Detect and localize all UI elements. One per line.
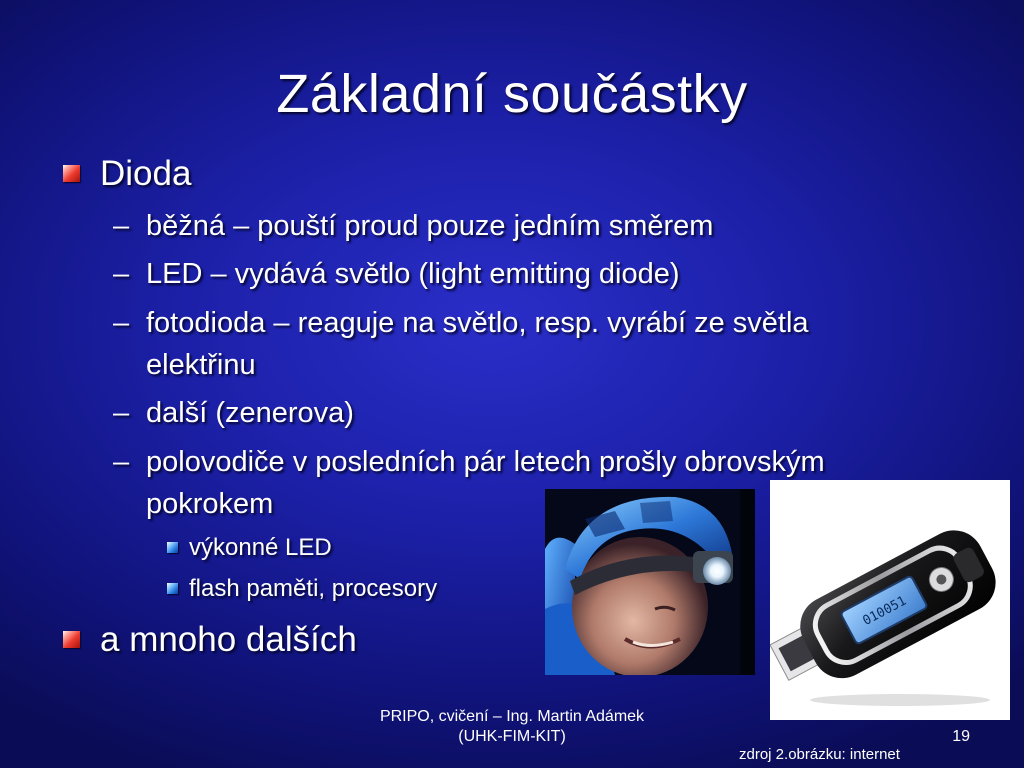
bullet-small-square-icon [167, 542, 178, 553]
bullet-dioda: Dioda [100, 154, 192, 193]
dash-marker: – [113, 210, 130, 242]
headlamp-photo [545, 489, 755, 675]
sub-bezna: běžná – pouští proud pouze jedním směrem [146, 210, 714, 242]
bullet-square-icon [63, 631, 80, 648]
dash-marker: – [113, 397, 130, 429]
sub-polovodice-line2: pokrokem [146, 488, 274, 520]
player-display-readout: 010051 [860, 593, 909, 629]
sub-fotodioda-line1: fotodioda – reaguje na světlo, resp. vyrábí ze světla [146, 307, 809, 339]
slide-title: Základní součástky [276, 64, 748, 124]
sub-fotodioda-line2: elektřinu [146, 349, 256, 381]
footer-author-line1: PRIPO, cvičení – Ing. Martin Adámek [379, 708, 645, 725]
flash-player-photo [770, 480, 1010, 720]
bullet-a-mnoho-dalsich: a mnoho dalších [100, 620, 357, 659]
flash-player-image [770, 480, 1010, 720]
bullet-small-square-icon [167, 583, 178, 594]
dash-marker: – [113, 307, 130, 339]
footer-image-source: zdroj 2.obrázku: internet [739, 746, 900, 763]
headlamp-person-image [545, 489, 755, 675]
subsub-flash: flash paměti, procesory [189, 575, 438, 602]
footer-page-number: 19 [952, 728, 970, 745]
sub-polovodice-line1: polovodiče v posledních pár letech prošly obrovským [146, 446, 825, 478]
footer-author-line2: (UHK-FIM-KIT) [458, 728, 566, 745]
dash-marker: – [113, 446, 130, 478]
sub-led: LED – vydává světlo (light emitting diode) [146, 258, 680, 290]
bullet-square-icon [63, 165, 80, 182]
dash-marker: – [113, 258, 130, 290]
subsub-vykonne-led: výkonné LED [189, 534, 332, 561]
sub-dalsi: další (zenerova) [146, 397, 354, 429]
